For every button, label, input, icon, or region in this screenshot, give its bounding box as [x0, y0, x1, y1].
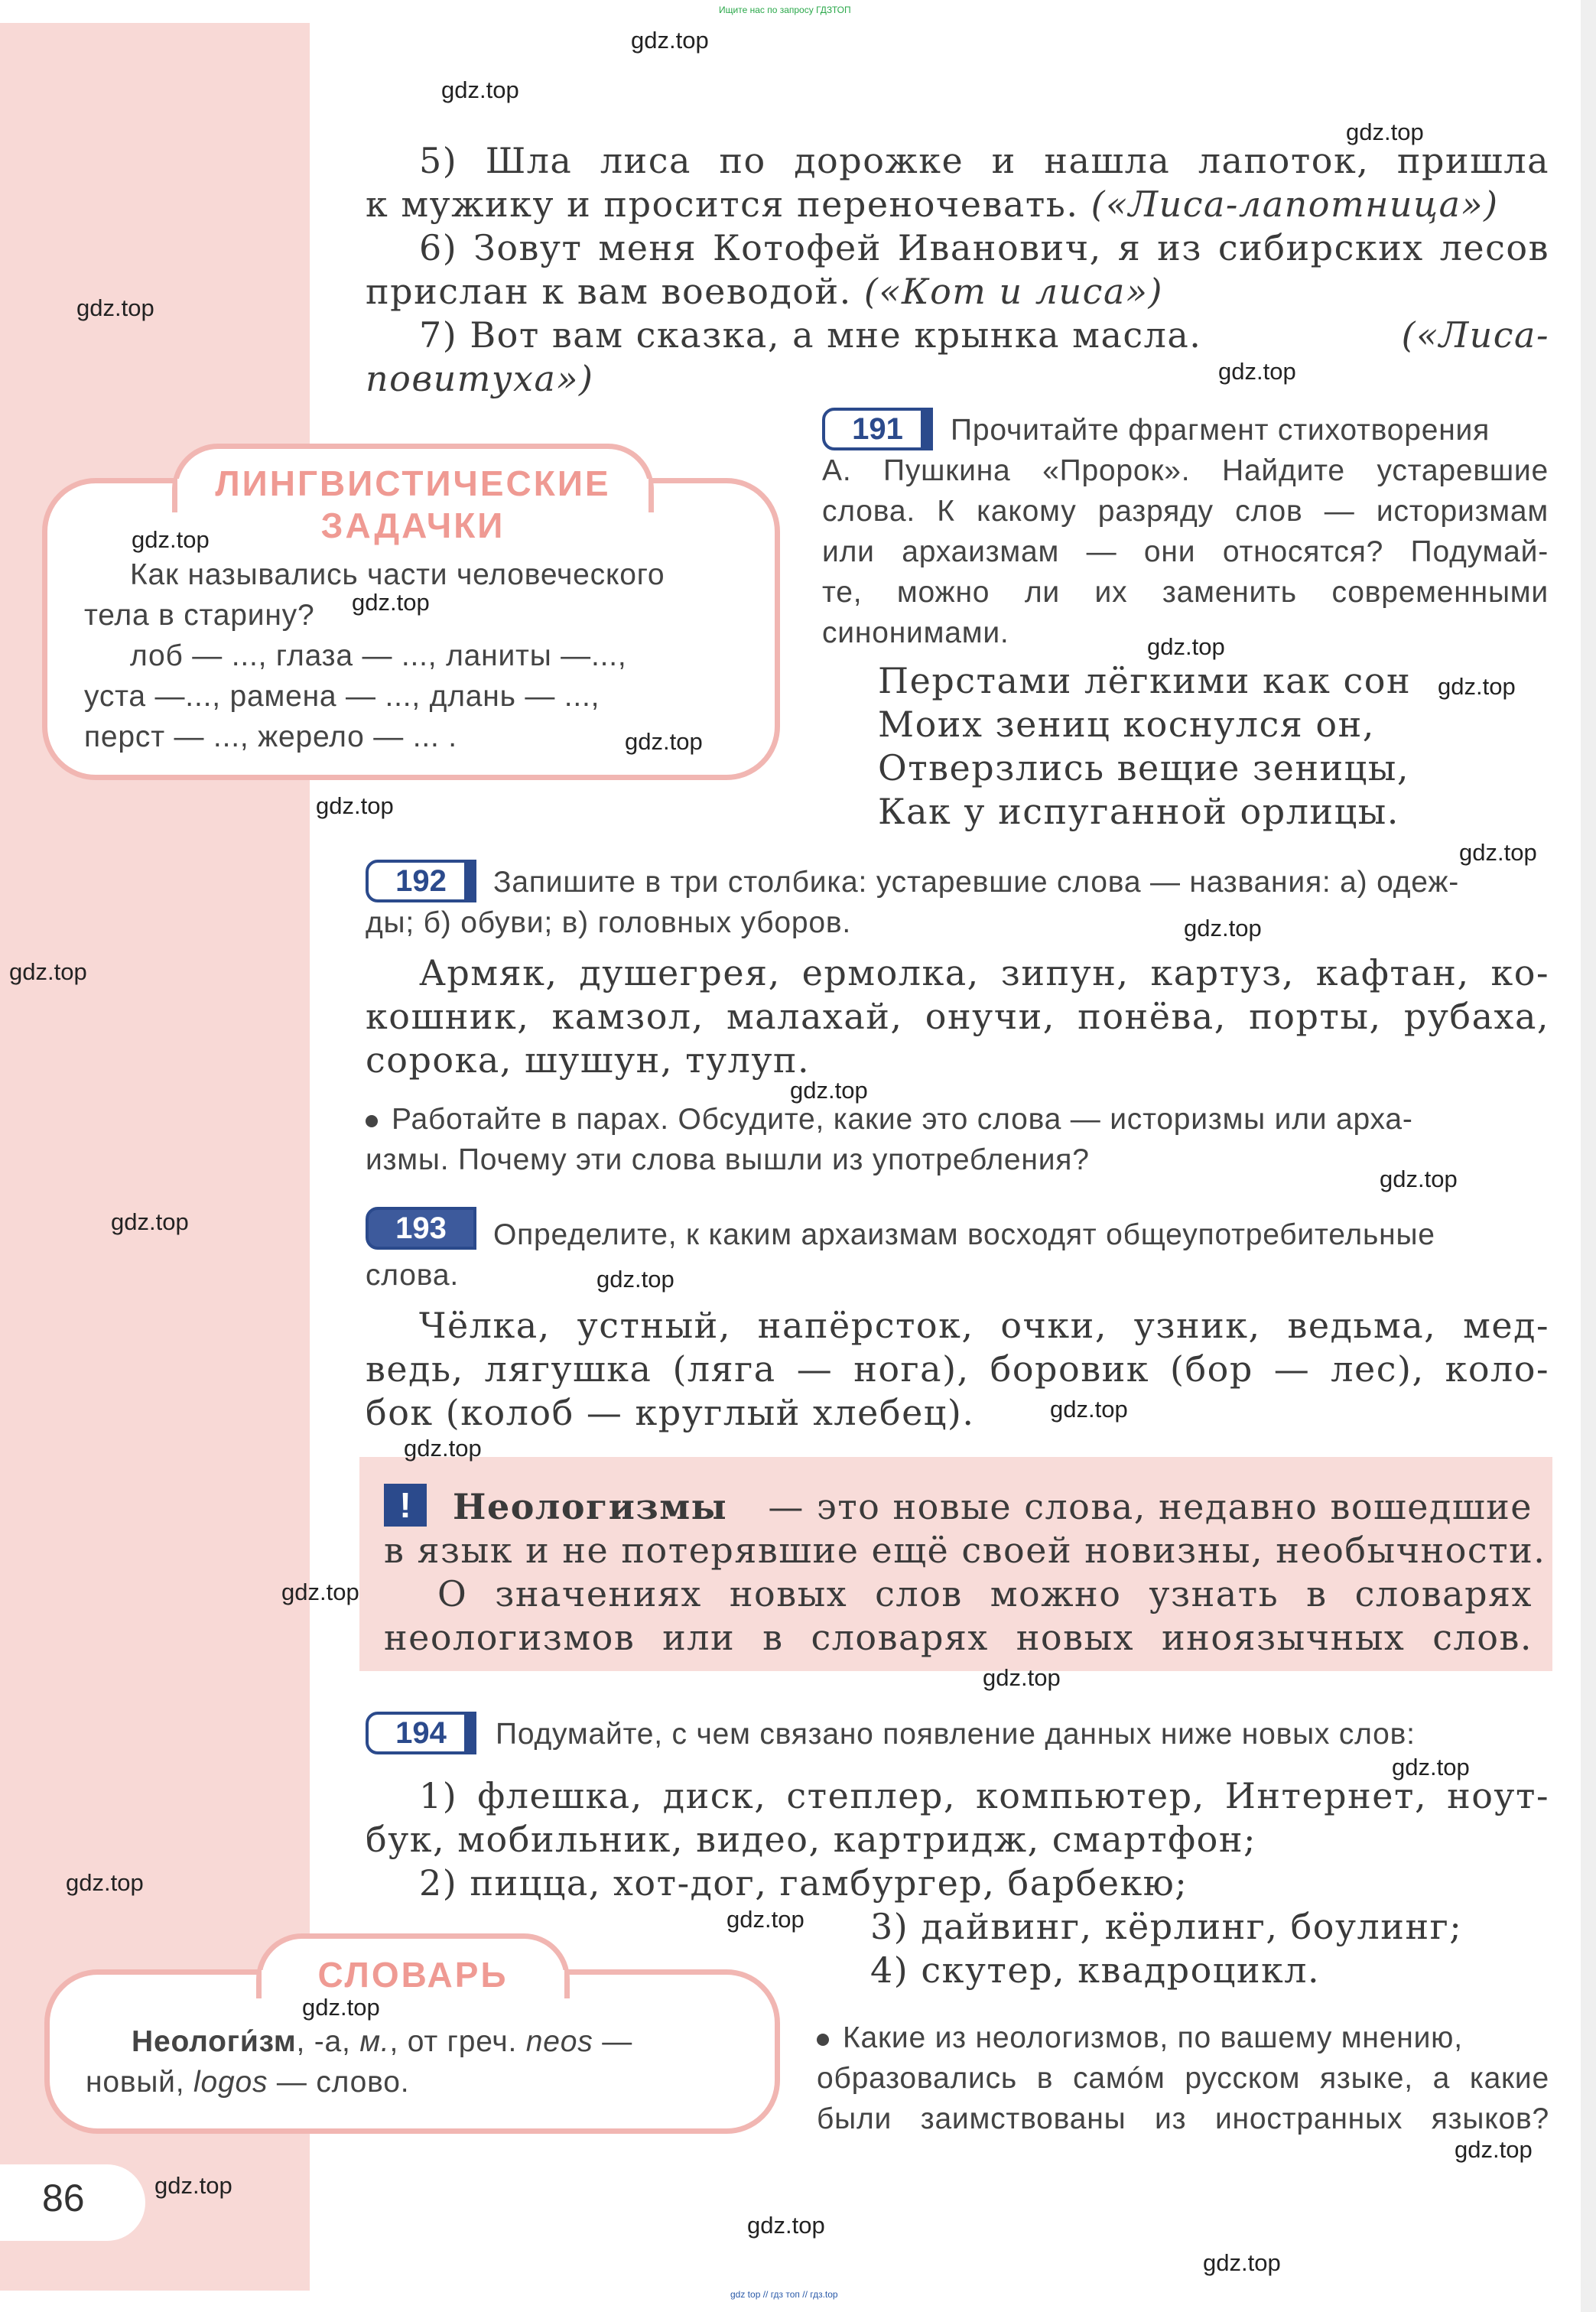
rule-line-1: Неологизмы — это новые слова, недавно вошедшие: [453, 1486, 1533, 1527]
linguistic-riddles-title-2: ЗАДАЧКИ: [320, 506, 505, 545]
watermark: gdz.top: [154, 2172, 232, 2199]
watermark: gdz.top: [1050, 1396, 1128, 1423]
poem-line-2: Моих зениц коснулся он,: [878, 704, 1375, 745]
rule-line-3: О значениях новых слов можно узнать в словарях: [437, 1573, 1533, 1614]
ex193-words-1: Чёлка, устный, напёрсток, очки, узник, ведьма, мед-: [419, 1305, 1549, 1346]
watermark: gdz.top: [132, 526, 210, 553]
intro-line-6: повитуха»): [366, 358, 594, 399]
watermark: gdz.top: [631, 27, 709, 54]
page-margin-strip: [0, 23, 310, 2291]
exercise-193-badge: 193: [366, 1207, 476, 1250]
intro-line-2: к мужику и просится переночевать. («Лиса-лапотница»): [366, 184, 1499, 225]
watermark: gdz.top: [66, 1869, 144, 1896]
watermark: gdz.top: [111, 1208, 189, 1235]
ex191-line-3: слова. К какому разряду слов — историзмам: [822, 495, 1549, 528]
ex192-question-1: Работайте в парах. Обсудите, какие это слова — историзмы или арха-: [366, 1099, 1413, 1140]
watermark: gdz.top: [441, 76, 519, 103]
watermark: gdz.top: [983, 1664, 1061, 1691]
intro-line-5: 7) Вот вам сказка, а мне крынка масла. («Лиса-: [419, 314, 1549, 356]
ex193-words-3: бок (колоб — круглый хлебец).: [366, 1392, 975, 1433]
dictionary-line-2: новый, logos — слово.: [86, 2066, 410, 2099]
exercise-192-badge: 192: [366, 860, 476, 902]
ex194-question-3: были заимствованы из иностранных языков?: [817, 2102, 1549, 2135]
ex192-words-1: Армяк, душегрея, ермолка, зипун, картуз, кафтан, ко-: [419, 952, 1549, 993]
ex191-line-5: те, можно ли их заменить современными: [822, 576, 1549, 609]
exercise-191-badge: 191: [822, 408, 933, 450]
riddles-line-2: тела в старину?: [84, 599, 315, 632]
linguistic-riddles-title-1: ЛИНГВИСТИЧЕСКИЕ: [215, 463, 611, 503]
watermark: gdz.top: [1380, 1166, 1458, 1192]
ex193-words-2: ведь, лягушка (ляга — нога), боровик (бор — лес), коло-: [366, 1348, 1549, 1390]
watermark: gdz.top: [9, 958, 87, 985]
ex194-words-3: 2) пицца, хот-дог, гамбургер, барбекю;: [419, 1862, 1188, 1904]
dictionary-title: СЛОВАРЬ: [317, 1955, 509, 1995]
ex194-question-1: Какие из неологизмов, по вашему мнению,: [817, 2018, 1463, 2058]
ex192-line-1: Запишите в три столбика: устаревшие слова — названия: а) одеж-: [493, 866, 1459, 899]
rule-line-4: неологизмов или в словарях новых иноязычных слов.: [384, 1617, 1533, 1658]
ex192-line-2: ды; б) обуви; в) головных уборов.: [366, 906, 852, 939]
ex194-question-2: образовались в самóм русском языке, а какие: [817, 2062, 1549, 2095]
ex192-question-2: измы. Почему эти слова вышли из употребления?: [366, 1143, 1090, 1176]
watermark: gdz.top: [1218, 358, 1296, 385]
rule-line-2: в язык и не потерявшие ещё своей новизны, необычности.: [384, 1530, 1546, 1571]
watermark: gdz.top: [747, 2212, 825, 2239]
ex194-words-2: бук, мобильник, видео, картридж, смартфон;: [366, 1819, 1256, 1860]
ex194-line-1: Подумайте, с чем связано появление данных ниже новых слов:: [496, 1718, 1416, 1751]
watermark: gdz.top: [76, 294, 154, 321]
watermark: gdz.top: [1438, 673, 1516, 700]
ex191-line-4: или архаизмам — они относятся? Подумай-: [822, 535, 1549, 568]
bottom-banner: gdz top // гдз топ // гдз.top: [730, 2289, 838, 2300]
top-banner: Ищите нас по запросу ГДЗТОП: [719, 5, 851, 15]
watermark: gdz.top: [1459, 839, 1537, 866]
riddles-line-5: перст — ..., жерело — ... .: [84, 720, 457, 753]
watermark: gdz.top: [281, 1579, 359, 1605]
poem-line-3: Отверзлись вещие зеницы,: [878, 747, 1409, 789]
ex191-line-2: А. Пушкина «Пророк». Найдите устаревшие: [822, 454, 1549, 487]
intro-line-4: прислан к вам воеводой. («Кот и лиса»): [366, 271, 1163, 312]
exercise-194-badge: 194: [366, 1712, 476, 1754]
ex194-words-4: 3) дайвинг, кёрлинг, боулинг;: [870, 1906, 1463, 1947]
intro-line-1: 5) Шла лиса по дорожке и нашла лапоток, пришла: [419, 140, 1549, 181]
ex191-line-6: синонимами.: [822, 616, 1009, 649]
ex194-words-5: 4) скутер, квадроцикл.: [870, 1949, 1321, 1991]
exclamation-icon: !: [384, 1484, 427, 1527]
poem-line-1: Перстами лёгкими как сон: [878, 660, 1412, 701]
intro-line-3: 6) Зовут меня Котофей Иванович, я из сибирских лесов: [419, 227, 1549, 268]
poem-line-4: Как у испуганной орлицы.: [878, 791, 1399, 832]
dictionary-line-1: Неологи́зм, -а, м., от греч. neos —: [132, 2025, 633, 2058]
watermark: gdz.top: [316, 792, 394, 819]
watermark: gdz.top: [726, 1906, 805, 1933]
watermark: gdz.top: [790, 1077, 868, 1104]
page-number: 86: [42, 2177, 85, 2219]
riddles-line-1: Как назывались части человеческого: [130, 558, 665, 591]
riddles-line-3: лоб — ..., глаза — ..., ланиты —...,: [130, 639, 627, 672]
page-edge: [1581, 0, 1596, 2312]
watermark: gdz.top: [1346, 119, 1424, 145]
ex193-line-1: Определите, к каким архаизмам восходят общеупотребительные: [493, 1218, 1435, 1251]
watermark: gdz.top: [596, 1266, 674, 1293]
riddles-line-4: уста —..., рамена — ..., длань — ...,: [84, 680, 600, 713]
ex193-line-2: слова.: [366, 1259, 459, 1292]
watermark: gdz.top: [1147, 633, 1225, 660]
ex192-words-3: сорока, шушун, тулуп.: [366, 1039, 811, 1081]
watermark: gdz.top: [302, 1994, 380, 2021]
watermark: gdz.top: [1392, 1754, 1470, 1780]
bullet-icon: [366, 1115, 378, 1127]
ex191-line-1: Прочитайте фрагмент стихотворения: [951, 414, 1490, 447]
watermark: gdz.top: [625, 728, 703, 755]
ex192-words-2: кошник, камзол, малахай, онучи, понёва, порты, рубаха,: [366, 996, 1549, 1037]
watermark: gdz.top: [1455, 2136, 1533, 2163]
watermark: gdz.top: [1184, 915, 1262, 941]
ex194-words-1: 1) флешка, диск, степлер, компьютер, Интернет, ноут-: [419, 1775, 1549, 1816]
bullet-icon: [817, 2034, 829, 2046]
watermark: gdz.top: [404, 1435, 482, 1462]
watermark: gdz.top: [352, 589, 430, 616]
watermark: gdz.top: [1203, 2249, 1281, 2276]
